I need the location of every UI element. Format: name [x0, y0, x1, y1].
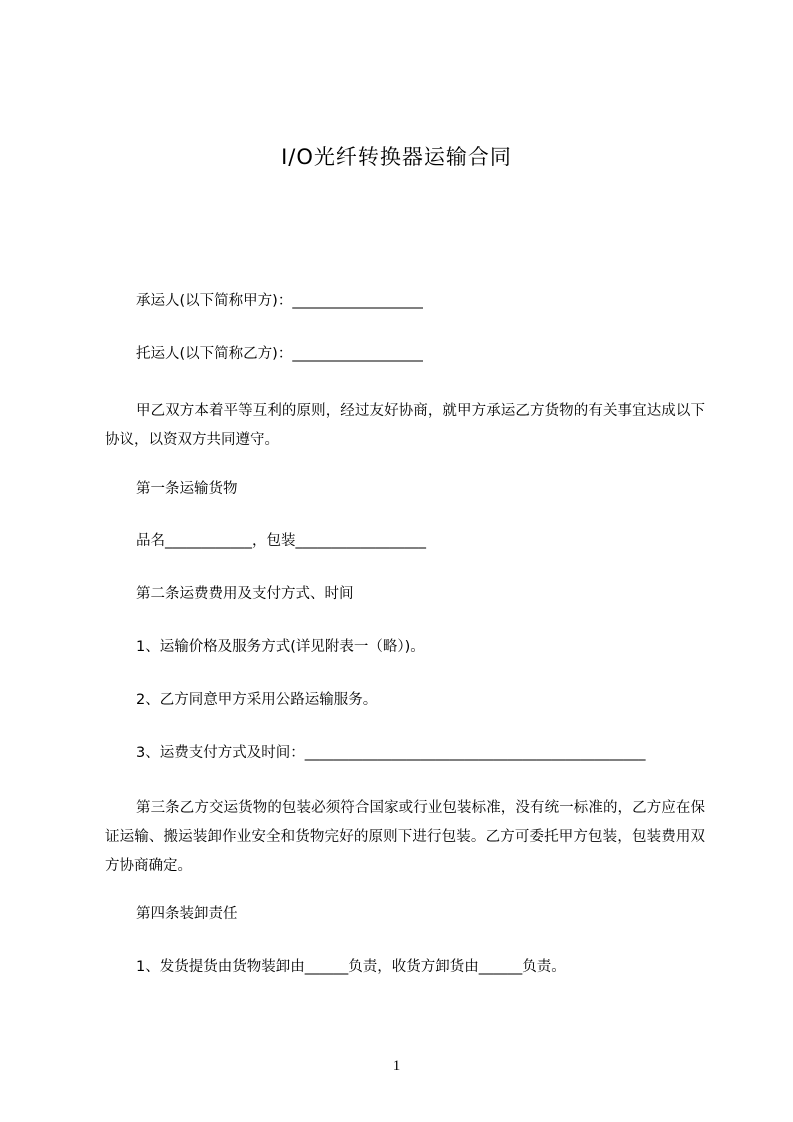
article2-item2: 2、乙方同意甲方采用公路运输服务。 [136, 692, 378, 708]
article1-goods-line: 品名____________，包装__________________ [136, 533, 426, 549]
article1-title: 第一条运输货物 [136, 481, 238, 497]
article2-item3: 3、运费支付方式及时间：_______________________________________________ [136, 745, 646, 761]
document-title: I/O光纤转换器运输合同 [281, 145, 512, 169]
carrier-line: 承运人(以下简称甲方)：__________________ [136, 293, 423, 309]
shipper-line: 托运人(以下简称乙方)：__________________ [136, 346, 423, 362]
article2-item1: 1、运输价格及服务方式(详见附表一（略）)。 [136, 639, 425, 655]
article4-title: 第四条装卸责任 [136, 906, 238, 922]
article2-title: 第二条运费费用及支付方式、时间 [136, 586, 354, 602]
article4-item1: 1、发货提货由货物装卸由______负责，收货方卸货由______负责。 [136, 959, 566, 975]
article3-paragraph: 第三条乙方交运货物的包装必须符合国家或行业包装标准，没有统一标准的，乙方应在保证运输、搬运装卸作业安全和货物完好的原则下进行包装。乙方可委托甲方包装，包装费用双方协商确定。 [105, 800, 705, 874]
page-number: 1 [392, 1058, 401, 1074]
intro-paragraph: 甲乙双方本着平等互利的原则，经过友好协商，就甲方承运乙方货物的有关事宜达成以下协议，以资双方共同遵守。 [105, 403, 705, 448]
